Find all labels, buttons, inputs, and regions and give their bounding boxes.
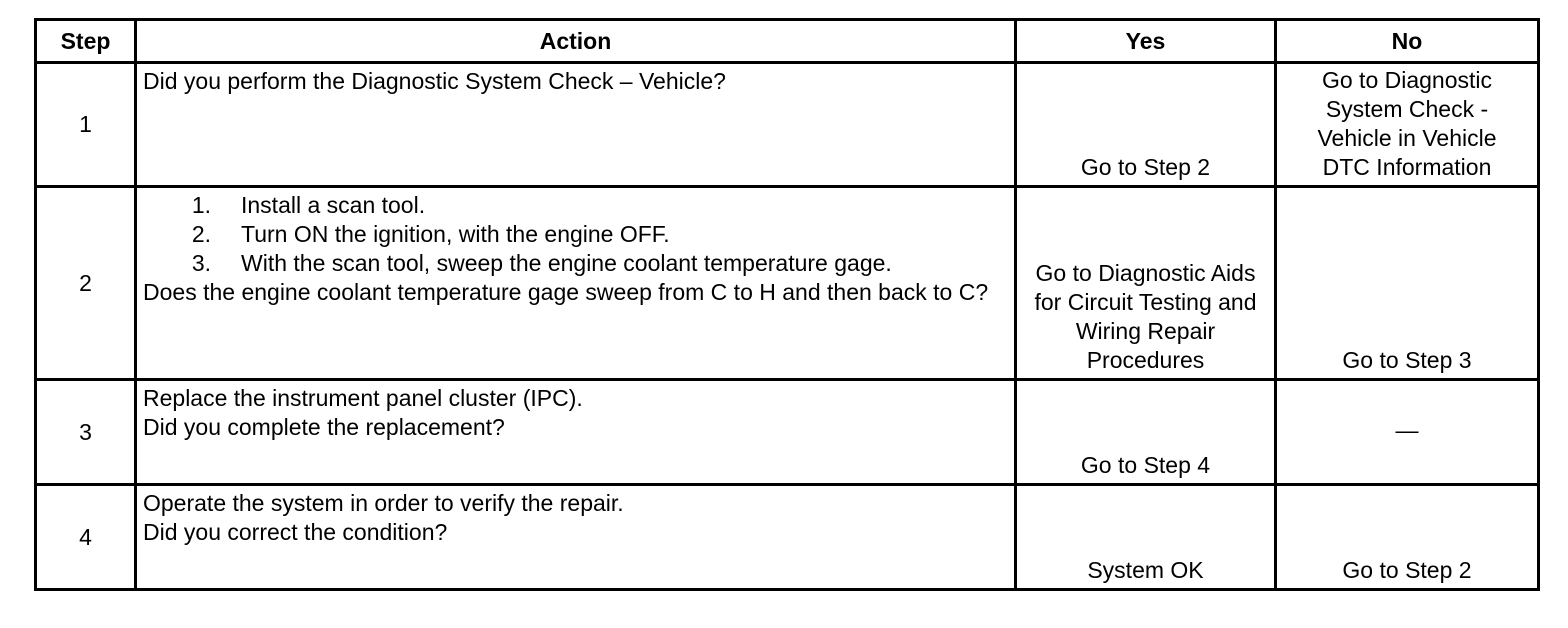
header-no: No — [1276, 20, 1539, 63]
yes-cell: Go to Step 2 — [1016, 63, 1276, 187]
action-question: Did you perform the Diagnostic System Check – Vehicle? — [143, 68, 726, 94]
action-cell — [136, 380, 1016, 485]
action-cell — [136, 187, 1016, 380]
header-row — [36, 20, 1539, 63]
step-number: 3 — [36, 380, 136, 485]
yes-cell: System OK — [1016, 485, 1276, 590]
yes-cell: Go to Diagnostic Aids for Circuit Testing and Wiring Repair Procedures — [1016, 187, 1276, 380]
header-action: Action — [136, 20, 1016, 63]
no-cell: — — [1276, 380, 1539, 485]
step-number: 1 — [36, 63, 136, 187]
substep-text: Install a scan tool. — [241, 192, 426, 218]
substep-list — [143, 191, 1008, 278]
no-cell: Go to Step 2 — [1276, 485, 1539, 590]
substep-number: 3. — [191, 250, 211, 276]
table-row — [36, 485, 1539, 590]
table-row — [36, 187, 1539, 380]
action-question: Did you correct the condition? — [143, 519, 448, 545]
no-cell: Go to Step 3 — [1276, 187, 1539, 380]
table-row — [36, 380, 1539, 485]
diagnostic-table — [34, 18, 1540, 591]
action-cell — [136, 485, 1016, 590]
list-item — [143, 249, 1008, 278]
substep-number: 2. — [191, 221, 211, 247]
header-step: Step — [36, 20, 136, 63]
header-yes: Yes — [1016, 20, 1276, 63]
list-item — [143, 191, 1008, 220]
action-instruction: Replace the instrument panel cluster (IPC). — [143, 385, 583, 411]
list-item — [143, 220, 1008, 249]
step-number: 4 — [36, 485, 136, 590]
action-question: Does the engine coolant temperature gage sweep from C to H and then back to C? — [143, 279, 989, 305]
yes-cell: Go to Step 4 — [1016, 380, 1276, 485]
table-row — [36, 63, 1539, 187]
action-cell — [136, 63, 1016, 187]
substep-number: 1. — [191, 192, 211, 218]
action-question: Did you complete the replacement? — [143, 414, 505, 440]
no-cell: Go to Diagnostic System Check - Vehicle in Vehicle DTC Information — [1276, 63, 1539, 187]
substep-text: With the scan tool, sweep the engine coolant temperature gage. — [241, 250, 892, 276]
step-number: 2 — [36, 187, 136, 380]
action-instruction: Operate the system in order to verify the repair. — [143, 490, 624, 516]
substep-text: Turn ON the ignition, with the engine OFF. — [241, 221, 670, 247]
